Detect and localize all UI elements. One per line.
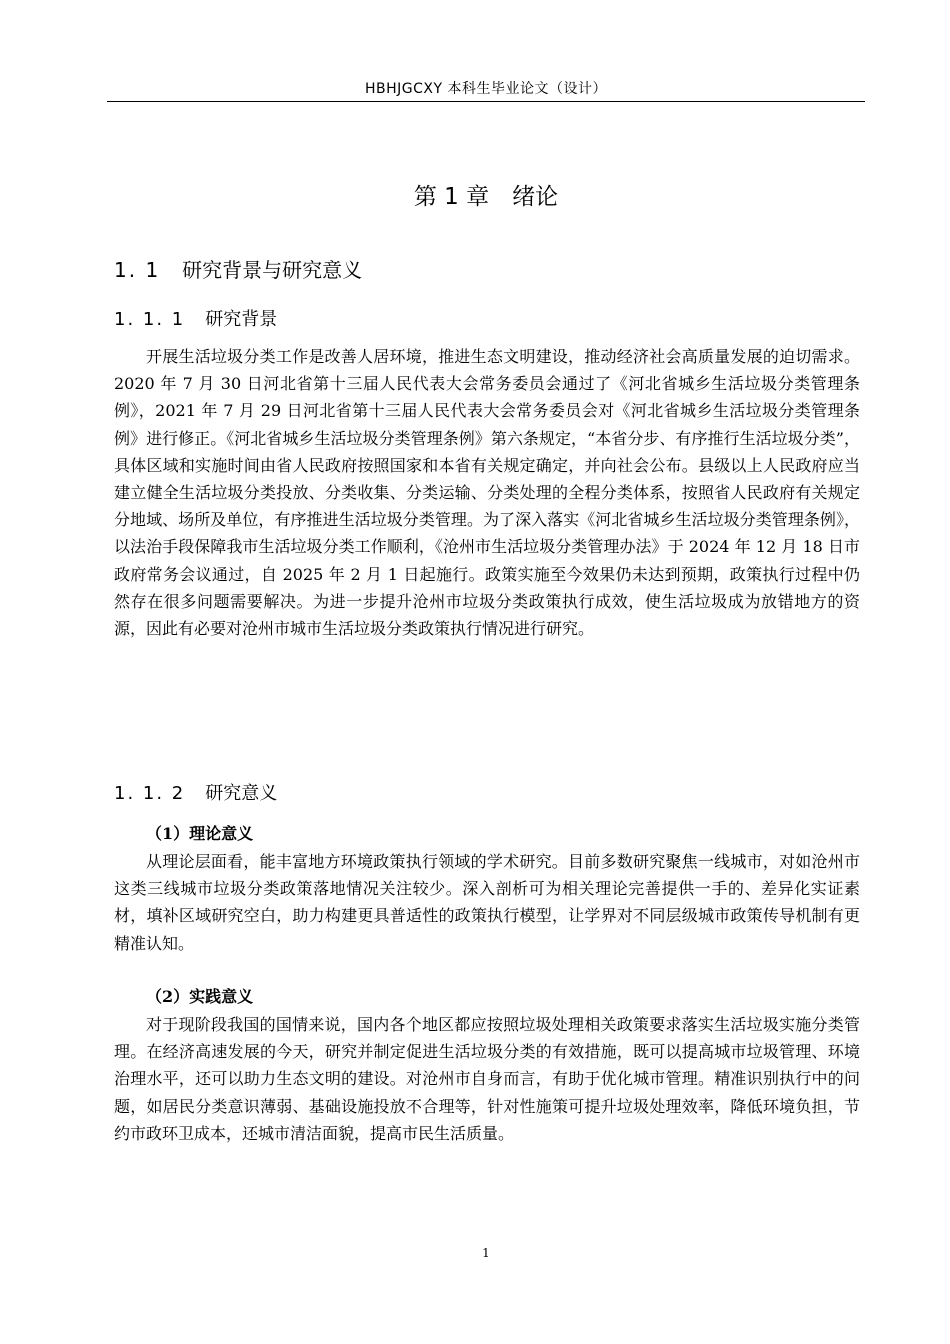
- subsection-number: 1. 1. 1: [114, 309, 186, 330]
- subsection-title: 研究背景: [205, 309, 278, 330]
- header-rule: [107, 101, 865, 102]
- chapter-title: 第 1 章 绪论: [413, 184, 559, 210]
- section-title: 研究背景与研究意义: [182, 258, 363, 282]
- section-number: 1. 1: [114, 258, 161, 282]
- page-number: 1: [482, 1246, 490, 1260]
- running-header: HBHJGCXY 本科生毕业论文（设计）: [364, 81, 607, 97]
- practice-significance-heading: （2）实践意义: [146, 987, 254, 1006]
- theory-significance-paragraph: 从理论层面看，能丰富地方环境政策执行领域的学术研究。目前多数研究聚焦一线城市，对如沧州市这类三线城市垃圾分类政策落地情况关注较少。深入剖析可为相关理论完善提供一手的、差异化实证素材，填补区域研究空白，助力构建更具普适性的政策执行模型，让学界对不同层级城市政策传导机制有更精准认知。: [114, 852, 860, 953]
- section-heading-1-1: [114, 254, 362, 283]
- subsection-title: 研究意义: [205, 783, 278, 804]
- practice-significance-paragraph: 对于现阶段我国的国情来说，国内各个地区都应按照垃圾处理相关政策要求落实生活垃圾实施分类管理。在经济高速发展的今天，研究并制定促进生活垃圾分类的有效措施，既可以提高城市垃圾管理、环境治理水平，还可以助力生态文明的建设。对沧州市自身而言，有助于优化城市管理。精准识别执行中的问题，如居民分类意识薄弱、基础设施投放不合理等，针对性施策可提升垃圾处理效率，降低环境负担，节约市政环卫成本，还城市清洁面貌，提高市民生活质量。: [114, 1015, 860, 1143]
- theory-significance-heading: （1）理论意义: [146, 824, 254, 843]
- section-heading-1-1-2: [114, 779, 277, 805]
- section-heading-1-1-1: [114, 305, 277, 331]
- background-paragraph: 开展生活垃圾分类工作是改善人居环境，推进生态文明建设，推动经济社会高质量发展的迫切需求。2020 年 7 月 30 日河北省第十三届人民代表大会常务委员会通过了《河北省城乡生活垃圾分类管理条例》，2021 年 7 月 29 日河北省第十三届人民代表大会常务委员会对《河北省城乡生活垃圾分类管理条例》进行修正。《河北省城乡生活垃圾分类管理条例》第六条规定，“本省分步、有序推行生活垃圾分类”，具体区域和实施时间由省人民政府按照国家和本省有关规定确定，并向社会公布。县级以上人民政府应当建立健全生活垃圾分类投放、分类收集、分类运输、分类处理的全程分类体系，按照省人民政府有关规定分地域、场所及单位，有序推进生活垃圾分类管理。为了深入落实《河北省城乡生活垃圾分类管理条例》，以法治手段保障我市生活垃圾分类工作顺利，《沧州市生活垃圾分类管理办法》于 2024 年 12 月 18 日市政府常务会议通过，自 2025 年 2 月 1 日起施行。政策实施至今效果仍未达到预期，政策执行过程中仍然存在很多问题需要解决。为进一步提升沧州市垃圾分类政策执行成效，使生活垃圾成为放错地方的资源，因此有必要对沧州市城市生活垃圾分类政策执行情况进行研究。: [114, 347, 860, 639]
- subsection-number: 1. 1. 2: [114, 783, 186, 804]
